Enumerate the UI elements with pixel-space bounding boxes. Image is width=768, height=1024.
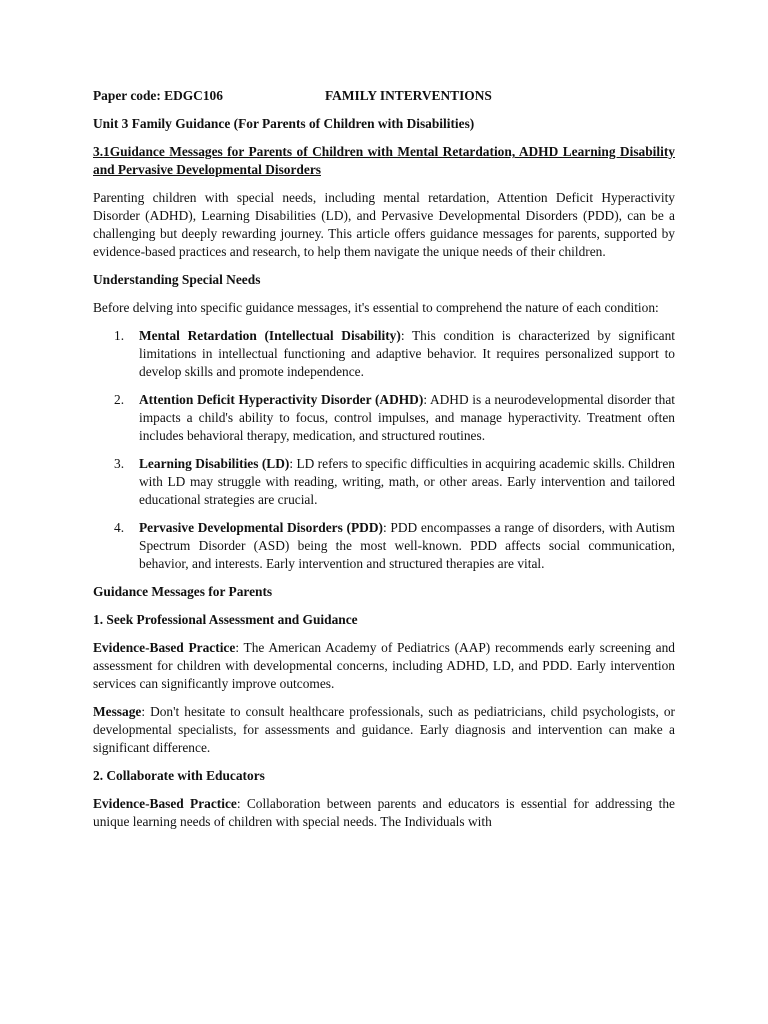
list-text: : PDD encompasses a range of disorders, with Autism Spectrum Disorder (ASD) being the most well-known. PDD affects social communication, behavior, and interests. Early intervention and structured therapies are vital.: [139, 520, 675, 571]
subsection-heading-2: 2. Collaborate with Educators: [93, 768, 265, 783]
list-term: Learning Disabilities (LD): [139, 456, 290, 471]
list-item: [93, 519, 675, 573]
paper-title: FAMILY INTERVENTIONS: [325, 88, 492, 103]
intro-paragraph: Parenting children with special needs, including mental retardation, Attention Deficit Hyperactivity Disorder (ADHD), Learning Disabilities (LD), and Pervasive Developmental Disorders (PDD), can be a challenging but deeply rewarding journey. This article offers guidance messages for parents, supported by evidence-based practices and research, to help them navigate the unique needs of their children.: [93, 190, 675, 259]
list-number: 3.: [114, 456, 125, 471]
paper-code: Paper code: EDGC106: [93, 88, 223, 103]
list-term: Attention Deficit Hyperactivity Disorder (ADHD): [139, 392, 424, 407]
list-item: [93, 327, 675, 381]
guidance-heading: Guidance Messages for Parents: [93, 584, 273, 599]
list-term: Pervasive Developmental Disorders (PDD): [139, 520, 383, 535]
evidence-label: Evidence-Based Practice: [93, 796, 237, 811]
conditions-list: [93, 327, 675, 573]
list-text: : This condition is characterized by significant limitations in intellectual functioning and adaptive behavior. It requires personalized support to develop skills and promote independence.: [139, 328, 676, 379]
evidence-paragraph-2: [93, 795, 675, 831]
unit-title: Unit 3 Family Guidance (For Parents of Children with Disabilities): [93, 116, 475, 131]
message-paragraph-1: [93, 703, 675, 757]
list-item: [93, 391, 675, 445]
evidence-text: : Collaboration between parents and educators is essential for addressing the unique learning needs of children with special needs. The Individuals with: [93, 796, 675, 829]
message-label: Message: [93, 704, 142, 719]
evidence-paragraph-1: [93, 639, 675, 693]
understanding-heading: Understanding Special Needs: [93, 272, 261, 287]
understanding-lead: Before delving into specific guidance messages, it's essential to comprehend the nature of each condition:: [93, 300, 659, 315]
list-item: [93, 455, 675, 509]
list-number: 2.: [114, 392, 125, 407]
evidence-label: Evidence-Based Practice: [93, 640, 236, 655]
subsection-heading-1: 1. Seek Professional Assessment and Guidance: [93, 612, 358, 627]
list-text: : LD refers to specific difficulties in acquiring academic skills. Children with LD may struggle with reading, writing, math, or other areas. Early intervention and tailored educational strategies are crucial.: [139, 456, 675, 507]
list-number: 1.: [114, 328, 125, 343]
evidence-text: : The American Academy of Pediatrics (AAP) recommends early screening and assessment for children with developmental concerns, including ADHD, LD, and PDD. Early intervention services can significantly improve outcomes.: [93, 640, 675, 691]
list-text: : ADHD is a neurodevelopmental disorder that impacts a child's ability to focus, control impulses, and manage hyperactivity. Treatment often includes behavioral therapy, medication, and structured routines.: [139, 392, 675, 443]
list-term: Mental Retardation (Intellectual Disability): [139, 328, 401, 343]
message-text: : Don't hesitate to consult healthcare professionals, such as pediatricians, child psychologists, or developmental specialists, for assessments and guidance. Early diagnosis and intervention can make a significant difference.: [93, 704, 675, 755]
section-title: 3.1Guidance Messages for Parents of Children with Mental Retardation, ADHD Learning Disability and Pervasive Developmental Disorders: [93, 144, 675, 177]
page-content: [93, 87, 675, 841]
list-number: 4.: [114, 520, 125, 535]
page-header: [93, 87, 675, 105]
